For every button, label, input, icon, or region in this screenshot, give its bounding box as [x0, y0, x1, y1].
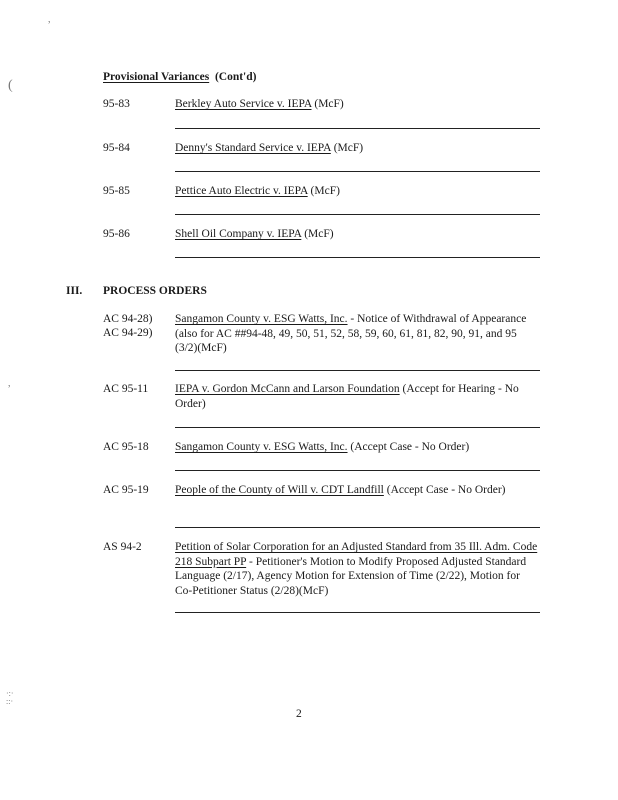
divider-line — [175, 171, 540, 172]
case-number: 95-83 — [103, 98, 130, 110]
case-entry — [175, 540, 540, 598]
divider-line — [175, 612, 540, 613]
case-title: Berkley Auto Service v. IEPA — [175, 98, 312, 110]
case-suffix: (McF) — [304, 228, 334, 240]
case-title: Sangamon County v. ESG Watts, Inc. — [175, 313, 348, 325]
divider-line — [175, 128, 540, 129]
case-entry — [175, 382, 540, 411]
case-number: AC 95-19 — [103, 484, 149, 496]
scan-mark: ·:· ::· — [6, 689, 14, 706]
case-description: (Accept Case - No Order) — [383, 484, 506, 496]
section-numeral: III. — [66, 285, 83, 297]
case-number: 95-86 — [103, 228, 130, 240]
case-title: IEPA v. Gordon McCann and Larson Foundation — [175, 383, 400, 395]
case-number: AC 95-11 — [103, 383, 149, 395]
case-entry — [175, 312, 540, 356]
case-entry — [175, 483, 515, 498]
case-entry — [175, 141, 363, 155]
divider-line — [175, 427, 540, 428]
case-title: Denny's Standard Service v. IEPA — [175, 142, 331, 154]
heading-title: Provisional Variances — [103, 71, 210, 83]
case-description: - Notice of Withdrawal of Appearance (also for AC ##94-48, 49, 50, 51, 52, 58, 59, 60, 61, 81, 82, 90, 91, and 95 (3/2)(McF) — [175, 313, 527, 354]
case-number: AC 95-18 — [103, 441, 149, 453]
divider-line — [175, 257, 540, 258]
scan-mark: , — [8, 378, 11, 389]
case-number: 95-84 — [103, 142, 130, 154]
case-entry — [175, 184, 340, 198]
case-description: - Petitioner's Motion to Modify Proposed Adjusted Standard Language (2/17), Agency Motion for Extension of Time (2/22), Motion for Co-Petitioner Status (2/28)(McF) — [175, 555, 527, 597]
case-suffix: (McF) — [333, 142, 364, 154]
scan-mark: , — [48, 14, 51, 25]
case-suffix: (McF) — [310, 185, 340, 197]
case-description: (Accept Case - No Order) — [347, 441, 470, 453]
case-title: Pettice Auto Electric v. IEPA — [175, 185, 308, 197]
case-title: Petition of Solar Corporation for an Adjusted Standard from 35 Ill. Adm. Code 218 Subpart PP — [175, 541, 538, 568]
case-number: AC 94-29) — [103, 327, 153, 339]
page-number: 2 — [296, 708, 302, 720]
divider-line — [175, 370, 540, 371]
case-title: Sangamon County v. ESG Watts, Inc. — [175, 441, 348, 453]
case-description: (Accept for Hearing - No Order) — [175, 383, 519, 410]
case-entry — [175, 440, 540, 455]
case-suffix: (McF) — [314, 98, 344, 110]
case-title: Shell Oil Company v. IEPA — [175, 228, 302, 240]
heading-suffix: (Cont'd) — [214, 71, 257, 83]
divider-line — [175, 214, 540, 215]
case-title: People of the County of Will v. CDT Landfill — [175, 484, 384, 496]
case-entry — [175, 97, 344, 111]
case-number: AC 94-28) — [103, 313, 153, 325]
section-heading — [103, 70, 256, 84]
scan-mark: ( — [8, 78, 13, 93]
divider-line — [175, 527, 540, 528]
divider-line — [175, 470, 540, 471]
case-number: 95-85 — [103, 185, 130, 197]
section-title: PROCESS ORDERS — [103, 285, 207, 297]
case-entry — [175, 227, 334, 241]
case-number: AS 94-2 — [103, 541, 142, 553]
